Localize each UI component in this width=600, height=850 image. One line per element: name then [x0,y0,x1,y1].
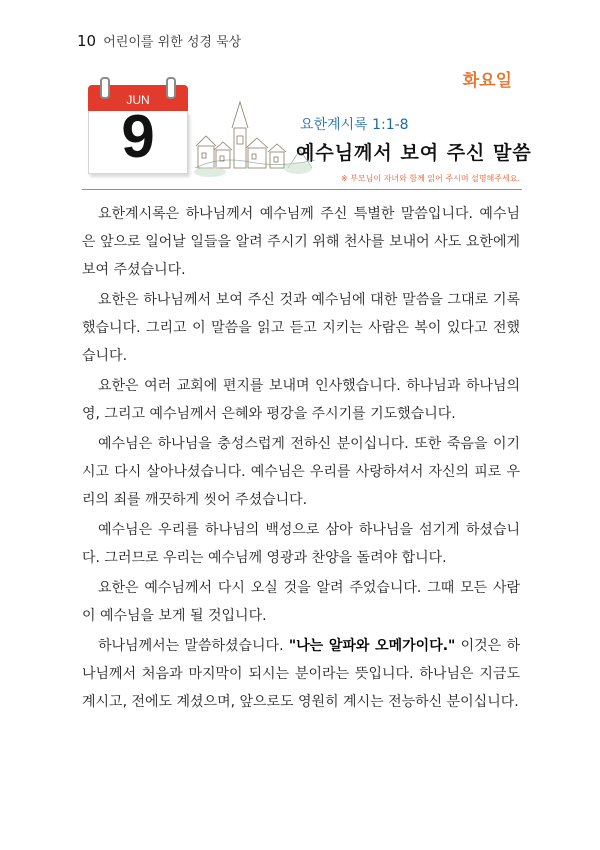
quote-text: "나는 알파와 오메가이다." [288,638,456,654]
weekday-label: 화요일 [462,71,512,91]
paragraph: 요한은 예수님께서 다시 오실 것을 알려 주었습니다. 그때 모든 사람이 예수님을 보게 될 것입니다. [82,580,520,624]
running-header [77,31,241,50]
book-title: 어린이를 위한 성경 묵상 [103,35,242,50]
page-number: 10 [77,32,97,50]
calendar-day: 9 [121,103,155,170]
paragraph: 예수님은 하나님을 충성스럽게 전하신 분이십니다. 또한 죽음을 이기시고 다시 살아나셨습니다. 예수님은 우리를 사랑하셔서 자신의 피로 우리의 죄를 깨끗하게 씻어 주셨습니다. [82,436,520,508]
paragraph: 요한은 하나님께서 보여 주신 것과 예수님에 대한 말씀을 그대로 기록했습니다. 그리고 이 말씀을 읽고 듣고 지키는 사람은 복이 있다고 전했습니다. [82,292,520,364]
paragraph-last [82,632,520,716]
parent-note: ※ 부모님이 자녀와 함께 읽어 주시며 설명해주세요. [340,174,520,183]
paragraph: 요한은 여러 교회에 편지를 보내며 인사했습니다. 하나님과 하나님의 영, 그리고 예수님께서 은혜와 평강을 주시기를 기도했습니다. [82,378,520,422]
paragraph: 예수님은 우리를 하나님의 백성으로 삼아 하나님을 섬기게 하셨습니다. 그러므로 우리는 예수님께 영광과 찬양을 돌려야 합니다. [82,522,520,566]
body-text [82,200,520,718]
calendar-icon [88,77,188,177]
page-title: 예수님께서 보여 주신 말씀 [296,142,532,164]
paragraph-text: 하나님께서는 말씀하셨습니다. [98,638,289,654]
header-divider [82,189,522,190]
scripture-reference: 요한계시록 1:1-8 [300,117,409,133]
calendar-month: JUN [126,93,150,107]
paragraph-text: 이것은 하나님께서 처음과 마지막이 되시는 분이라는 뜻입니다. 하나님은 지금도 계시고, 전에도 계셨으며, 앞으로도 영원히 계시는 전능하신 분이십니다. [82,638,520,710]
paragraph: 요한계시록은 하나님께서 예수님께 주신 특별한 말씀입니다. 예수님은 앞으로 일어날 일들을 알려 주시기 위해 천사를 보내어 사도 요한에게 보여 주셨습니다. [82,206,520,278]
